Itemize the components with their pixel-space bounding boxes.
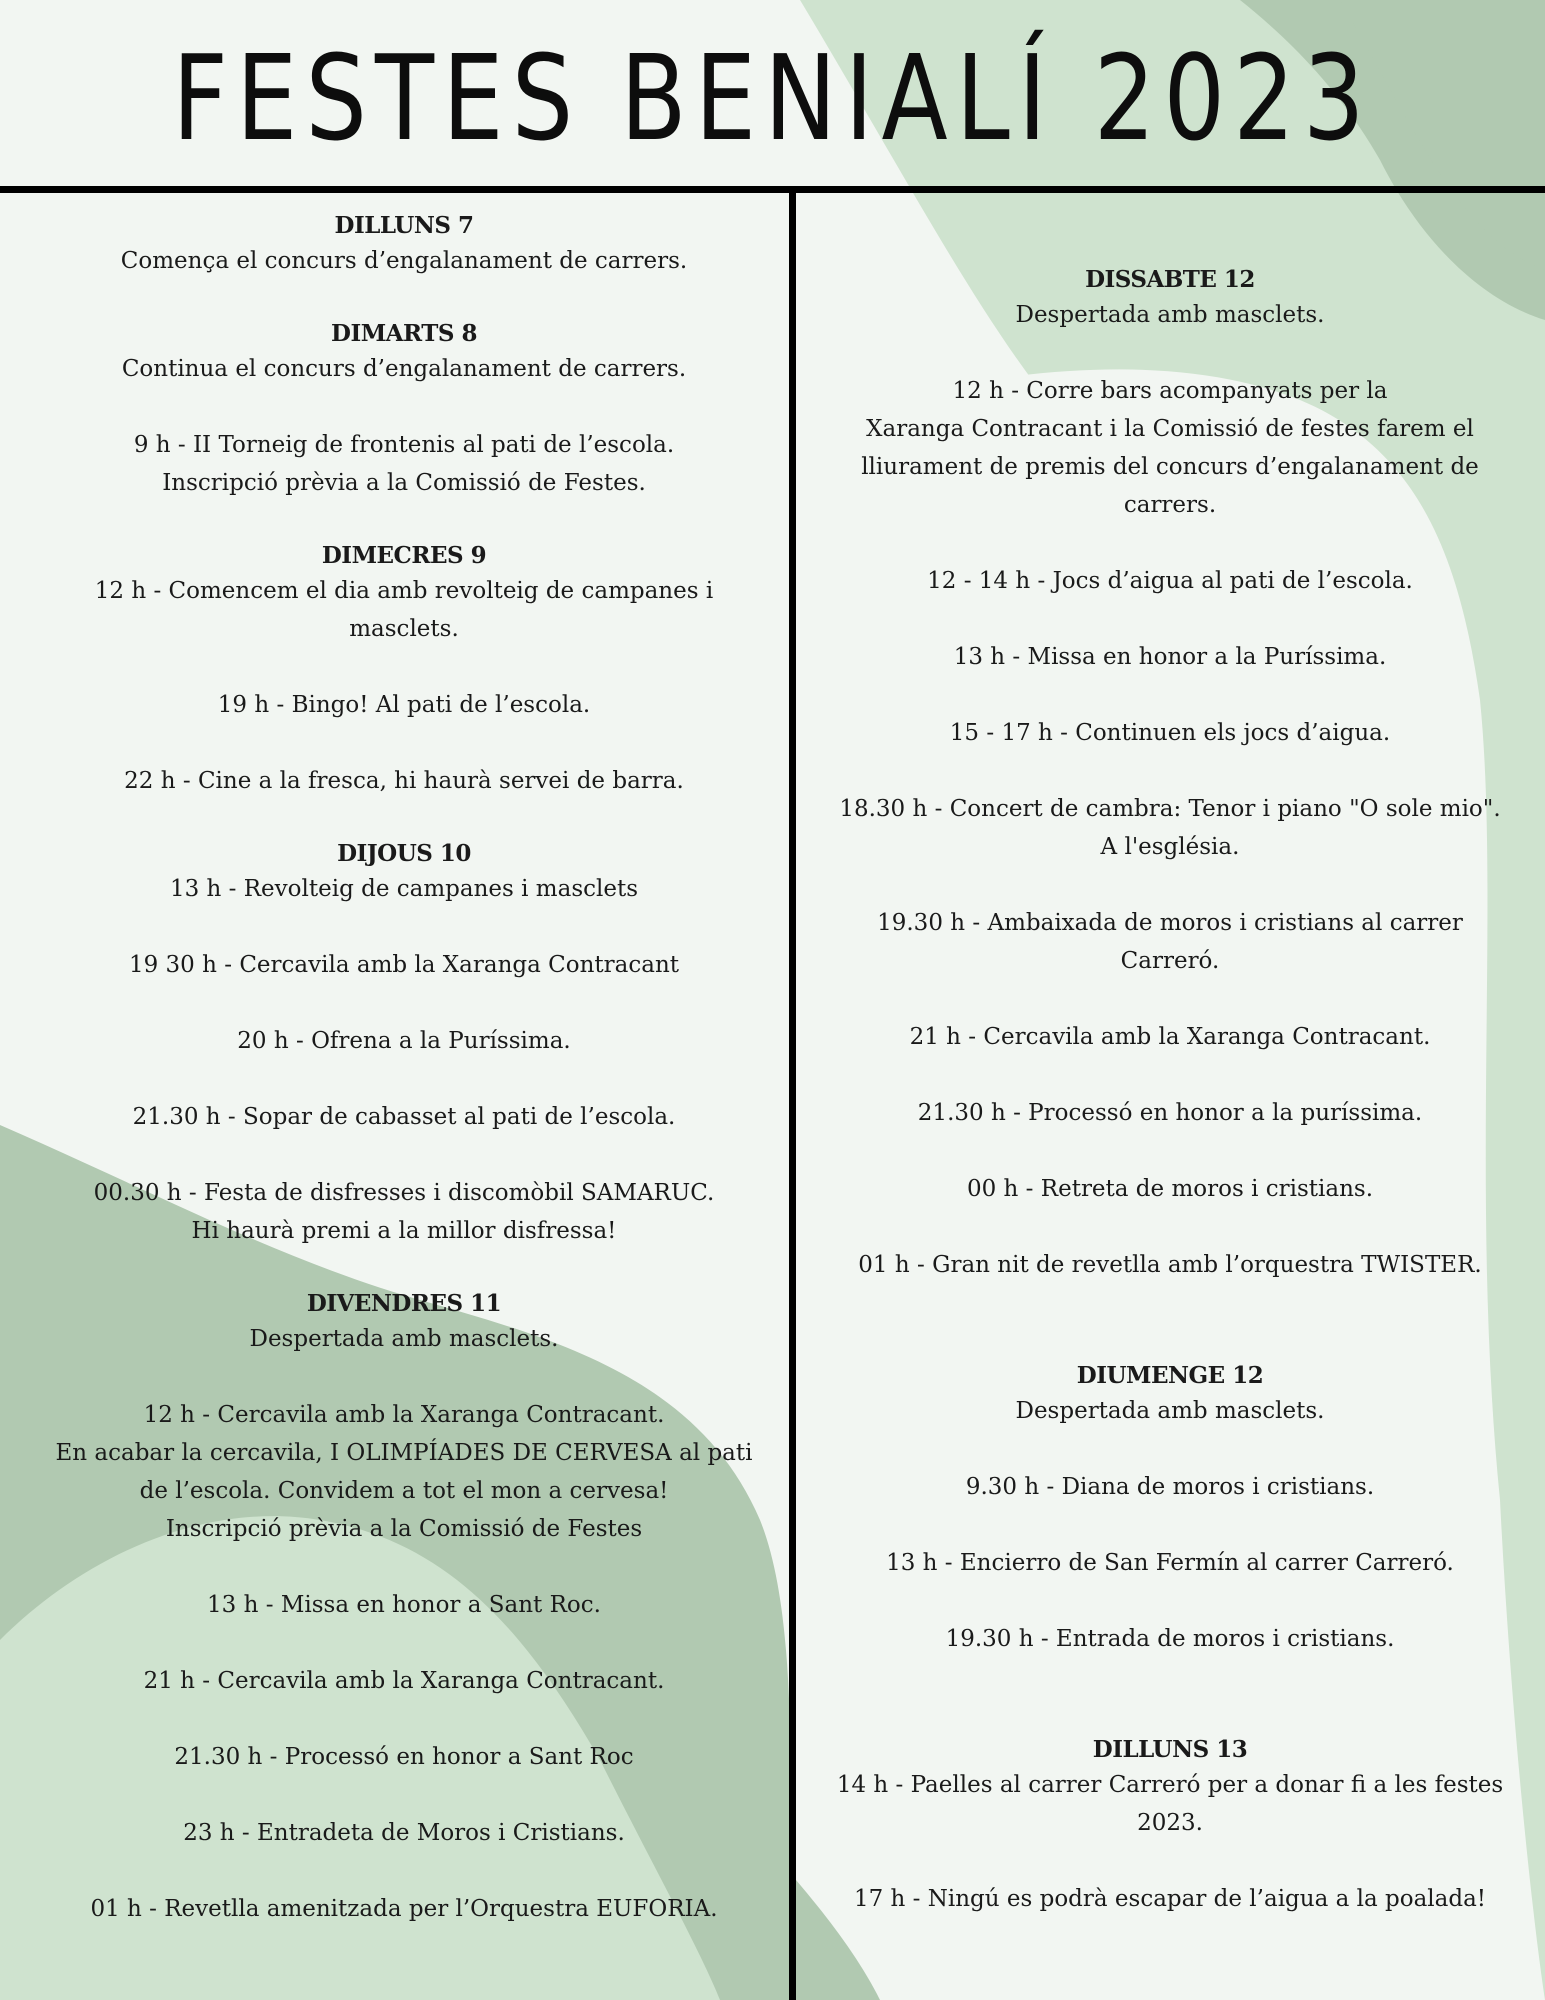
day-heading: DISSABTE 12 — [1085, 266, 1255, 293]
event-spacer — [800, 334, 1540, 372]
event-item: Despertada amb masclets. — [249, 1326, 559, 1352]
event-spacer — [20, 1852, 788, 1890]
event-spacer — [20, 1060, 788, 1098]
event-item: 21.30 h - Processó en honor a Sant Roc — [174, 1744, 634, 1770]
event-item: 15 - 17 h - Continuen els jocs d’aigua. — [949, 720, 1391, 746]
day-block — [20, 838, 788, 1250]
poster-title: FESTES BENIALÍ 2023 — [172, 29, 1373, 167]
day-heading: DIUMENGE 12 — [1076, 1362, 1264, 1389]
day-block — [20, 1288, 788, 1928]
day-block — [20, 540, 788, 800]
event-item: 17 h - Ningú es podrà escapar de l’aigua a la poalada! — [853, 1886, 1487, 1912]
day-spacer — [800, 1658, 1540, 1734]
day-spacer — [20, 800, 788, 838]
event-item: 23 h - Entradeta de Moros i Cristians. — [183, 1820, 625, 1846]
event-item: 12 h - Corre bars acompanyats per la Xaranga Contracant i la Comissió de festes farem el lliurament de premis del concurs d’engalanament de carrers. — [861, 378, 1479, 518]
event-item: 12 h - Comencem el dia amb revolteig de campanes i masclets. — [94, 578, 714, 642]
day-block — [800, 1734, 1540, 1918]
event-spacer — [800, 1506, 1540, 1544]
day-heading: DIMECRES 9 — [321, 542, 487, 569]
day-block — [800, 264, 1540, 1284]
day-heading: DILLUNS 13 — [1092, 1736, 1248, 1763]
event-item: 12 h - Cercavila amb la Xaranga Contracant. En acabar la cercavila, I OLIMPÍADES DE CERVESA al pati de l’escola. Convidem a tot el mon a cervesa! Inscripció prèvia a la Comissió de Festes — [55, 1402, 753, 1542]
day-block — [800, 1360, 1540, 1658]
event-spacer — [20, 1776, 788, 1814]
day-spacer — [800, 1284, 1540, 1360]
event-spacer — [20, 1136, 788, 1174]
event-spacer — [800, 600, 1540, 638]
vertical-divider — [789, 193, 796, 2000]
day-spacer — [20, 502, 788, 540]
day-block — [20, 318, 788, 502]
event-item: 00.30 h - Festa de disfresses i discomòbil SAMARUC. Hi haurà premi a la millor disfressa! — [93, 1180, 715, 1244]
event-spacer — [800, 524, 1540, 562]
event-item: 22 h - Cine a la fresca, hi haurà servei de barra. — [124, 768, 684, 794]
event-item: 9 h - II Torneig de frontenis al pati de l’escola. Inscripció prèvia a la Comissió de Festes. — [133, 432, 675, 496]
event-item: 13 h - Revolteig de campanes i masclets — [169, 876, 639, 902]
event-spacer — [800, 1056, 1540, 1094]
event-spacer — [20, 1700, 788, 1738]
event-item: 21 h - Cercavila amb la Xaranga Contracant. — [143, 1668, 665, 1694]
event-spacer — [800, 980, 1540, 1018]
event-item: 01 h - Revetlla amenitzada per l’Orquestra EUFORIA. — [90, 1896, 718, 1922]
event-item: 19 h - Bingo! Al pati de l’escola. — [217, 692, 591, 718]
left-column — [20, 210, 788, 1928]
event-item: 14 h - Paelles al carrer Carreró per a donar fi a les festes 2023. — [836, 1772, 1504, 1836]
event-spacer — [20, 1624, 788, 1662]
event-item: 00 h - Retreta de moros i cristians. — [966, 1176, 1374, 1202]
horizontal-divider — [0, 186, 1545, 193]
day-heading: DIJOUS 10 — [337, 840, 471, 867]
event-spacer — [800, 1132, 1540, 1170]
event-spacer — [20, 648, 788, 686]
event-item: 12 - 14 h - Jocs d’aigua al pati de l’escola. — [927, 568, 1413, 594]
event-spacer — [20, 724, 788, 762]
event-item: 18.30 h - Concert de cambra: Tenor i piano "O sole mio". A l'església. — [839, 796, 1501, 860]
event-spacer — [800, 1430, 1540, 1468]
day-spacer — [20, 280, 788, 318]
event-item: Despertada amb masclets. — [1015, 302, 1325, 328]
event-spacer — [800, 866, 1540, 904]
event-item: 21.30 h - Processó en honor a la puríssima. — [917, 1100, 1423, 1126]
event-item: 19.30 h - Ambaixada de moros i cristians al carrer Carreró. — [877, 910, 1463, 974]
event-spacer — [20, 1358, 788, 1396]
event-item: 9.30 h - Diana de moros i cristians. — [965, 1474, 1375, 1500]
event-item: 19 30 h - Cercavila amb la Xaranga Contracant — [128, 952, 680, 978]
event-item: Comença el concurs d’engalanament de carrers. — [120, 248, 688, 274]
day-heading: DILLUNS 7 — [334, 212, 474, 239]
event-item: 21.30 h - Sopar de cabasset al pati de l’escola. — [132, 1104, 676, 1130]
event-item: 19.30 h - Entrada de moros i cristians. — [945, 1626, 1395, 1652]
event-item: 13 h - Missa en honor a Sant Roc. — [207, 1592, 601, 1618]
event-item: 13 h - Encierro de San Fermín al carrer Carreró. — [886, 1550, 1454, 1576]
event-spacer — [20, 908, 788, 946]
day-heading: DIMARTS 8 — [331, 320, 477, 347]
event-spacer — [800, 1208, 1540, 1246]
event-item: 20 h - Ofrena a la Puríssima. — [237, 1028, 571, 1054]
event-item: 13 h - Missa en honor a la Puríssima. — [953, 644, 1387, 670]
event-spacer — [20, 984, 788, 1022]
event-spacer — [800, 676, 1540, 714]
day-block — [20, 210, 788, 280]
event-item: 21 h - Cercavila amb la Xaranga Contracant. — [909, 1024, 1431, 1050]
event-spacer — [800, 752, 1540, 790]
event-item: Despertada amb masclets. — [1015, 1398, 1325, 1424]
event-spacer — [20, 1548, 788, 1586]
day-spacer — [20, 1250, 788, 1288]
event-item: Continua el concurs d’engalanament de carrers. — [121, 356, 687, 382]
event-spacer — [800, 1582, 1540, 1620]
event-item: 01 h - Gran nit de revetlla amb l’orquestra TWISTER. — [858, 1252, 1482, 1278]
right-column — [800, 264, 1540, 1918]
event-spacer — [20, 388, 788, 426]
event-spacer — [800, 1842, 1540, 1880]
day-heading: DIVENDRES 11 — [306, 1290, 502, 1317]
